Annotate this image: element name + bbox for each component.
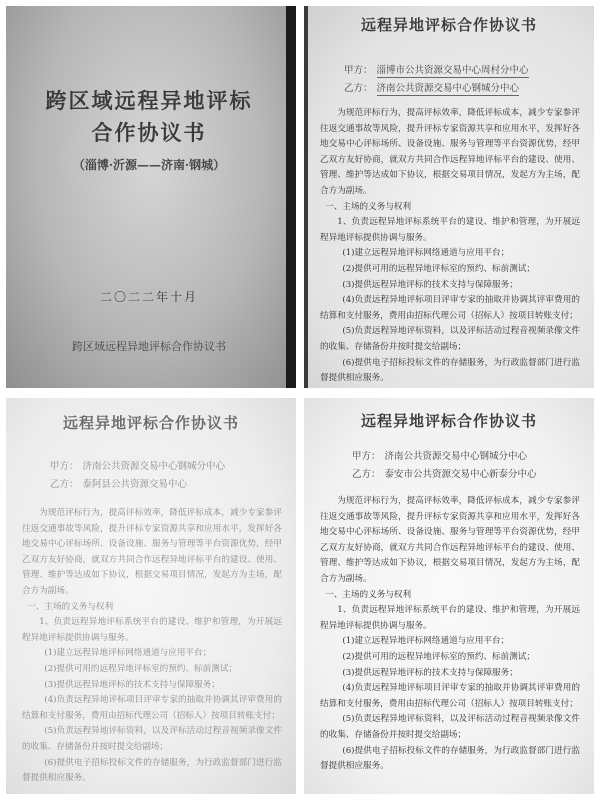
cover-date: 二〇二二年十月 (99, 290, 198, 304)
intro-paragraph: 为规范评标行为，提高评标效率，降低评标成本，减少专家参评往返交通事故等风险，提升评标专家资源共享和应用水平，发挥好各地交易中心评标场所、设备设施、服务与管理等平台资源优势，经甲乙双方友好协商，就双方共同合作远程异地评标平台的建设、使用、管理、维护等达成如下协议，根据交易项目情况，发起方为主场，配合方为副场。 (320, 108, 580, 196)
party-b-label: 乙方： (352, 469, 381, 480)
party-b (344, 80, 519, 94)
party-b (50, 476, 187, 490)
cover-title-line1: 跨区域远程异地评标 (45, 88, 253, 113)
party-a (50, 458, 225, 472)
clause-item: (2)提供可用的远程异地评标室的预约、标前测试； (342, 651, 536, 662)
party-a-label: 甲方： (50, 461, 79, 472)
doc-title: 远程异地评标合作协议书 (62, 414, 239, 432)
clause-item: (4)负责远程异地评标项目评审专家的抽取并协调其评审费用的结算和支付服务，费用由招标代理公司（招标人）按项目转账支付； (320, 683, 580, 709)
party-a-name: 淄博市公共资源交易中心周村分中心 (376, 65, 529, 76)
doc-title: 远程异地评标合作协议书 (360, 16, 537, 34)
clause-item: (6)提供电子招标投标文件的存储服务，为行政监督部门进行监督提供相应服务。 (320, 745, 580, 772)
party-a-name: 济南公共资源交易中心钢城分中心 (384, 451, 528, 462)
intro-paragraph: 为规范评标行为，提高评标效率，降低评标成本，减少专家参评往返交通事故等风险，提升评标专家资源共享和应用水平，发挥好各地交易中心评标场所、设备设施、服务与管理等平台资源优势，经甲乙双方友好协商，就双方共同合作远程异地评标平台的建设、使用、管理、维护等达成如下协议，根据交易项目情况，发起方为主场，配合方为副场。 (22, 508, 282, 596)
cover-footer: 跨区域远程异地评标合作协议书 (72, 340, 226, 353)
party-b-name: 泰安市公共资源交易中心新泰分中心 (384, 469, 537, 480)
clause-item: (6)提供电子招标投标文件的存储服务，为行政监督部门进行监督提供相应服务。 (22, 757, 282, 784)
clause-item: (4)负责远程异地评标项目评审专家的抽取并协调其评审费用的结算和支付服务，费用由招标代理公司（招标人）按项目转账支付； (320, 295, 580, 321)
clause-item: (3)提供远程异地评标的技术支持与保障服务； (342, 279, 518, 290)
doc-title: 远程异地评标合作协议书 (360, 412, 537, 430)
clause-item: (2)提供可用的远程异地评标室的预约、标前测试； (44, 663, 238, 674)
section-heading: 一、主场的义务与权利 (325, 201, 412, 212)
party-b-name: 济南公共资源交易中心钢城分中心 (376, 83, 520, 94)
cover-title-line2: 合作协议书 (91, 120, 207, 145)
clause-paragraph: 1、负责远程异地评标系统平台的建设、维护和管理，为开展远程异地评标提供协调与服务。 (320, 217, 580, 243)
agreement-page-photo-2 (304, 6, 594, 388)
party-a-label: 甲方： (344, 65, 373, 76)
clause-item: (5)负责远程异地评标资料，以及评标活动过程音视频录像文件的收集、存储备份并按时提交给副场； (320, 326, 580, 352)
section-heading: 一、主场的义务与权利 (27, 601, 114, 612)
agreement-body (22, 506, 282, 787)
party-a (352, 448, 527, 462)
agreement-body (320, 494, 580, 775)
party-a (344, 62, 529, 76)
party-a-label: 甲方： (352, 451, 381, 462)
agreement-body (320, 106, 580, 387)
clause-item: (4)负责远程异地评标项目评审专家的抽取并协调其评审费用的结算和支付服务，费用由招标代理公司（招标人）按项目转账支付； (22, 695, 282, 721)
clause-item: (3)提供远程异地评标的技术支持与保障服务； (44, 679, 220, 690)
clause-item: (6)提供电子招标投标文件的存储服务，为行政监督部门进行监督提供相应服务。 (320, 357, 580, 384)
agreement-page-photo-4 (304, 398, 594, 794)
clause-item: (2)提供可用的远程异地评标室的预约、标前测试； (342, 263, 536, 274)
intro-paragraph: 为规范评标行为，提高评标效率，降低评标成本，减少专家参评往返交通事故等风险，提升评标专家资源共享和应用水平，发挥好各地交易中心评标场所、设备设施、服务与管理等平台资源优势，经甲乙双方友好协商，就双方共同合作远程异地评标平台的建设、使用、管理、维护等达成如下协议，根据交易项目情况，发起方为主场，配合方为副场。 (320, 496, 580, 584)
section-heading: 一、主场的义务与权利 (325, 589, 412, 600)
photo-shadow-edge (286, 6, 296, 388)
clause-paragraph: 1、负责远程异地评标系统平台的建设、维护和管理，为开展远程异地评标提供协调与服务。 (320, 605, 580, 631)
clause-item: (3)提供远程异地评标的技术支持与保障服务； (342, 667, 518, 678)
clause-item: (1)建立远程异地评标网络通道与应用平台； (44, 648, 212, 659)
cover-subtitle: （淄博·沂源——济南·钢城） (72, 158, 226, 172)
party-a-name: 济南公共资源交易中心钢城分中心 (82, 461, 226, 472)
clause-paragraph: 1、负责远程异地评标系统平台的建设、维护和管理，为开展远程异地评标提供协调与服务。 (22, 617, 282, 643)
agreement-page-photo-3 (6, 398, 296, 794)
party-b-label: 乙方： (344, 83, 373, 94)
party-b-name: 泰阿县公共资源交易中心 (82, 479, 188, 490)
cover-paper (6, 6, 296, 388)
clause-item: (1)建立远程异地评标网络通道与应用平台； (342, 248, 510, 259)
photo-shadow-edge (304, 6, 308, 388)
party-b-label: 乙方： (50, 479, 79, 490)
clause-item: (5)负责远程异地评标资料，以及评标活动过程音视频录像文件的收集、存储备份并按时提交给副场； (22, 726, 282, 752)
cover-photo (6, 6, 296, 388)
clause-item: (5)负责远程异地评标资料，以及评标活动过程音视频录像文件的收集、存储备份并按时提交给副场； (320, 714, 580, 740)
clause-item: (1)建立远程异地评标网络通道与应用平台； (342, 636, 510, 647)
party-b (352, 466, 537, 480)
